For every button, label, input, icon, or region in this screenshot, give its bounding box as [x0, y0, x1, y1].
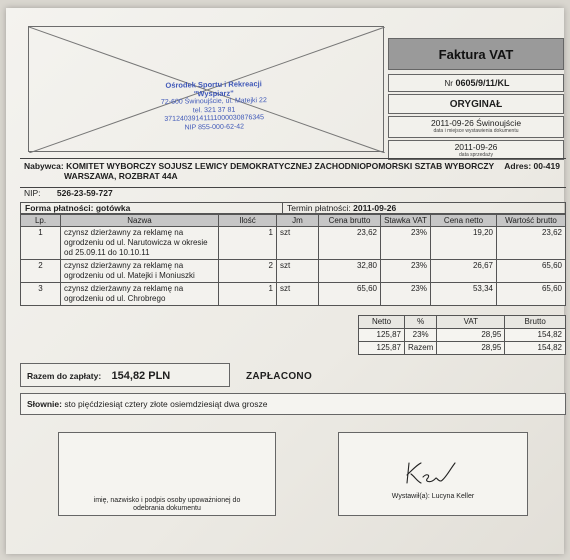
handwritten-signature-icon	[403, 459, 467, 487]
sum-col-vat: VAT	[437, 316, 505, 329]
buyer-section	[20, 158, 566, 188]
receiver-caption-1: imię, nazwisko i podpis osoby upoważnionej do	[93, 497, 241, 504]
invoice-page	[6, 8, 564, 554]
row-gross-value: 65,60	[497, 260, 566, 283]
issue-date-place: 2011-09-26 Świnoujście	[430, 118, 522, 128]
payment-due-cell	[283, 203, 565, 213]
issue-date-caption: data i miejsce wystawienia dokumentu	[433, 128, 519, 134]
sum-net: 125,87	[359, 342, 405, 355]
sum-net: 125,87	[359, 329, 405, 342]
col-gross-price: Cena brutto	[319, 215, 381, 227]
col-net-price: Cena netto	[431, 215, 497, 227]
stamp-line-4: tel. 321 37 81	[192, 106, 236, 115]
sum-gross: 154,82	[505, 329, 566, 342]
total-due-label: Razem do zapłaty:	[27, 371, 102, 381]
buyer-city: WARSZAWA, ROZBRAT 44A	[64, 171, 178, 181]
invoice-number: 0605/9/11/KL	[455, 78, 510, 88]
items-header-row	[21, 215, 566, 227]
payment-form: gotówka	[95, 203, 131, 213]
sum-vat: 28,95	[437, 342, 505, 355]
nip-row	[20, 188, 566, 200]
row-qty: 2	[219, 260, 277, 283]
receiver-caption-2: odebrania dokumentu	[133, 505, 201, 512]
vat-summary-table	[358, 315, 566, 355]
sum-vat: 28,95	[437, 329, 505, 342]
stamp-line-3: 72-600 Świnoujście, ul. Matejki 22	[160, 97, 267, 107]
col-qty: Ilość	[219, 215, 277, 227]
amount-in-words-label: Słownie:	[27, 399, 62, 409]
sum-pct: 23%	[405, 329, 437, 342]
paid-mark: ZAPŁACONO	[246, 371, 313, 382]
row-qty: 1	[219, 283, 277, 306]
row-gross-value: 23,62	[497, 227, 566, 260]
nip-value: 526-23-59-727	[56, 188, 113, 198]
col-name: Nazwa	[61, 215, 219, 227]
total-due-amount: 154,82 PLN	[111, 370, 171, 382]
row-gross-price: 32,80	[319, 260, 381, 283]
buyer-label: Nabywca:	[24, 161, 64, 171]
sale-date: 2011-09-26	[454, 142, 498, 152]
summary-row	[359, 329, 566, 342]
stamp-line-6: NIP 855-000-62-42	[184, 123, 245, 132]
sum-col-pct: %	[405, 316, 437, 329]
row-unit: szt	[277, 227, 319, 260]
col-vat-rate: Stawka VAT	[381, 215, 431, 227]
issuer-caption: Wystawił(a): Lucyna Keller	[391, 493, 475, 500]
stamp-line-5: 37124039141111000030876345	[164, 114, 265, 124]
issue-date-box	[388, 116, 564, 138]
row-name: czynsz dzierżawny za reklamę na ogrodzeniu od ul. Narutowicza w okresie od 25.09.11 do 10.10.11	[61, 227, 219, 260]
sum-pct: Razem	[405, 342, 437, 355]
col-lp: Lp.	[21, 215, 61, 227]
row-unit: szt	[277, 260, 319, 283]
stamp-line-2: "Wyspiarz"	[193, 88, 234, 98]
nip-label: NIP:	[24, 188, 41, 198]
seller-stamp	[129, 80, 300, 135]
table-row	[21, 283, 566, 306]
issuer-signature-box	[338, 432, 528, 516]
row-net-price: 19,20	[431, 227, 497, 260]
row-vat-rate: 23%	[381, 227, 431, 260]
invoice-title: Faktura VAT	[388, 38, 564, 70]
row-net-price: 53,34	[431, 283, 497, 306]
original-box	[388, 94, 564, 114]
invoice-number-label: Nr	[444, 78, 453, 88]
table-row	[21, 260, 566, 283]
row-name: czynsz dzierżawny za reklamę na ogrodzeniu od ul. Chrobrego	[61, 283, 219, 306]
amount-in-words: sto pięćdziesiąt cztery złote osiemdziesiąt dwa grosze	[64, 399, 268, 409]
row-qty: 1	[219, 227, 277, 260]
row-name: czynsz dzierżawny za reklamę na ogrodzeniu od ul. Matejki i Moniuszki	[61, 260, 219, 283]
row-lp: 2	[21, 260, 61, 283]
row-gross-price: 23,62	[319, 227, 381, 260]
stamp-line-1: Ośrodek Sportu i Rekreacji	[165, 79, 262, 90]
sale-date-caption: data sprzedaży	[459, 152, 493, 158]
payment-form-label: Forma płatności:	[25, 203, 94, 213]
total-due-box	[20, 363, 230, 387]
row-net-price: 26,67	[431, 260, 497, 283]
receiver-signature-box	[58, 432, 276, 516]
col-gross-value: Wartość brutto	[497, 215, 566, 227]
row-vat-rate: 23%	[381, 260, 431, 283]
row-unit: szt	[277, 283, 319, 306]
payment-due: 2011-09-26	[353, 203, 397, 213]
table-row	[21, 227, 566, 260]
seller-stamp-box	[28, 26, 384, 152]
amount-in-words-box	[20, 393, 566, 415]
row-lp: 1	[21, 227, 61, 260]
buyer-name: KOMITET WYBORCZY SOJUSZ LEWICY DEMOKRATYCZNEJ ZACHODNIOPOMORSKI SZTAB WYBORCZY	[66, 161, 495, 171]
payment-due-label: Termin płatności:	[287, 203, 351, 213]
row-vat-rate: 23%	[381, 283, 431, 306]
sum-gross: 154,82	[505, 342, 566, 355]
row-gross-price: 65,60	[319, 283, 381, 306]
summary-total-row	[359, 342, 566, 355]
original-label: ORYGINAŁ	[449, 98, 503, 110]
buyer-address: Adres: 00-419	[504, 161, 560, 171]
items-table	[20, 214, 566, 306]
row-gross-value: 65,60	[497, 283, 566, 306]
summary-header-row	[359, 316, 566, 329]
sum-col-gross: Brutto	[505, 316, 566, 329]
sum-col-net: Netto	[359, 316, 405, 329]
row-lp: 3	[21, 283, 61, 306]
col-unit: Jm	[277, 215, 319, 227]
payment-form-cell	[21, 203, 283, 213]
invoice-number-box	[388, 74, 564, 92]
sale-date-box	[388, 140, 564, 160]
payment-row	[20, 202, 566, 214]
